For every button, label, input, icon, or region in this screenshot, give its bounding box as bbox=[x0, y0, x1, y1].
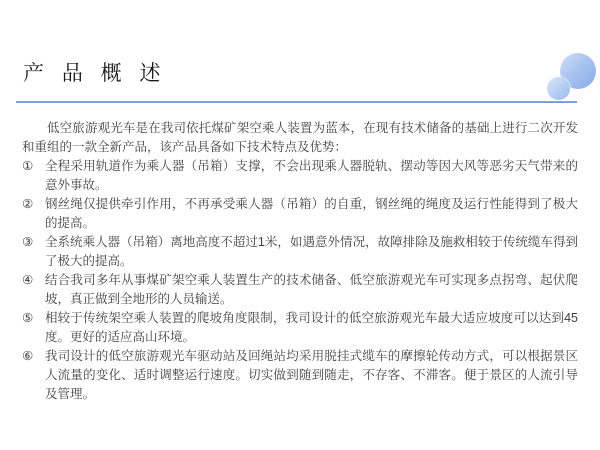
feature-text: 全系统乘人器（吊箱）离地高度不超过1米，如遇意外情况，故障排除及施救相较于传统缆车得到了极大的提高。 bbox=[45, 235, 578, 268]
feature-text: 我司设计的低空旅游观光车驱动站及回绳站均采用脱挂式缆车的摩擦轮传动方式，可以根据景区人流量的变化、适时调整运行速度。切实做到随到随走，不存客、不滞客。便于景区的人流引导及管理。 bbox=[45, 349, 578, 401]
feature-item-3 bbox=[22, 233, 578, 271]
feature-number: ⑥ bbox=[22, 349, 34, 363]
feature-item-5 bbox=[22, 309, 578, 347]
title-underline bbox=[16, 101, 577, 103]
feature-text: 全程采用轨道作为乘人器（吊箱）支撑，不会出现乘人器脱轨、摆动等因大风等恶劣天气带来的意外事故。 bbox=[45, 159, 578, 192]
feature-item-2 bbox=[22, 195, 578, 233]
feature-number: ① bbox=[22, 159, 34, 173]
feature-number: ③ bbox=[22, 235, 34, 249]
decorative-circle-small bbox=[547, 77, 570, 100]
feature-number: ⑤ bbox=[22, 311, 34, 325]
intro-paragraph: 低空旅游观光车是在我司依托煤矿架空乘人装置为蓝本，在现有技术储备的基础上进行二次开发和重组的一款全新产品，该产品具备如下技术特点及优势： bbox=[22, 121, 578, 154]
feature-text: 钢丝绳仅提供牵引作用，不再承受乘人器（吊箱）的自重，钢丝绳的绳度及运行性能得到了极大的提高。 bbox=[45, 197, 578, 230]
feature-number: ② bbox=[22, 197, 34, 211]
slide-body bbox=[22, 119, 578, 404]
feature-item-4 bbox=[22, 271, 578, 309]
feature-number: ④ bbox=[22, 273, 34, 287]
feature-text: 相较于传统架空乘人装置的爬坡角度限制，我司设计的低空旅游观光车最大适应坡度可以达到45度。更好的适应高山环境。 bbox=[45, 311, 578, 344]
page-title: 产 品 概 述 bbox=[23, 62, 167, 85]
feature-item-1 bbox=[22, 157, 578, 195]
feature-item-6 bbox=[22, 347, 578, 404]
feature-text: 结合我司多年从事煤矿架空乘人装置生产的技术储备、低空旅游观光车可实现多点拐弯、起伏爬坡，真正做到全地形的人员输送。 bbox=[45, 273, 578, 306]
feature-list bbox=[22, 157, 578, 404]
